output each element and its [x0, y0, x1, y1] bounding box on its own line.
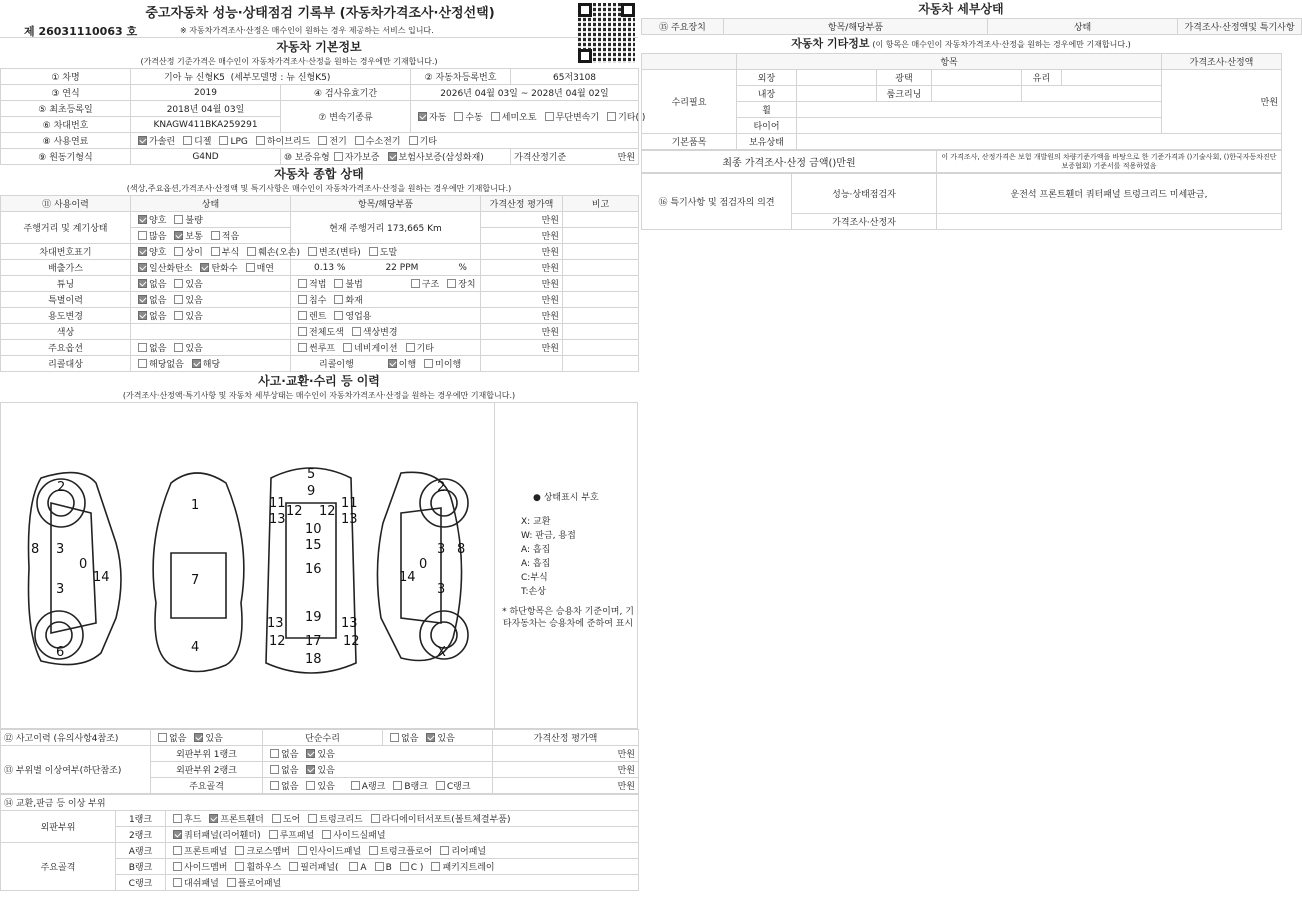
- checkbox[interactable]: [426, 733, 435, 742]
- checkbox[interactable]: [371, 814, 380, 823]
- checkbox[interactable]: [298, 311, 307, 320]
- checkbox[interactable]: [183, 136, 192, 145]
- checkbox[interactable]: [138, 359, 147, 368]
- checkbox[interactable]: [400, 862, 409, 871]
- basic-info-note: (가격산정 기준가격은 매수인이 자동차가격조사·산정을 원하는 경우에만 기재합니다.): [140, 57, 438, 66]
- svg-text:2: 2: [437, 480, 446, 495]
- checkbox[interactable]: [270, 749, 279, 758]
- checkbox[interactable]: [388, 152, 397, 161]
- checkbox[interactable]: [138, 215, 147, 224]
- svg-text:14: 14: [93, 570, 110, 585]
- checkbox[interactable]: [209, 814, 218, 823]
- checkbox[interactable]: [308, 247, 317, 256]
- fuel-options: 가솔린 디젤 LPG 하이브리드 전기 수소전기 기타: [131, 133, 639, 149]
- checkbox[interactable]: [173, 862, 182, 871]
- svg-text:15: 15: [305, 538, 322, 553]
- svg-text:12: 12: [269, 634, 286, 649]
- checkbox[interactable]: [235, 846, 244, 855]
- etc-table: 항목 가격조사·산정액 수리필요 외장 광택 유리 만원 내장 룸크리닝 휠 타이어 기본품목 보유상태: [641, 53, 1282, 150]
- svg-text:0: 0: [79, 557, 88, 572]
- checkbox[interactable]: [256, 136, 265, 145]
- checkbox[interactable]: [174, 311, 183, 320]
- checkbox[interactable]: [219, 136, 228, 145]
- checkbox[interactable]: [192, 359, 201, 368]
- checkbox[interactable]: [270, 781, 279, 790]
- checkbox[interactable]: [138, 263, 147, 272]
- svg-text:6: 6: [56, 645, 65, 660]
- checkbox[interactable]: [390, 733, 399, 742]
- service-notice: ※ 자동차가격조사·산정은 매수인이 원하는 경우 제공하는 서비스 입니다.: [180, 26, 434, 35]
- final-table: 최종 가격조사·산정 금액()만원 이 가격조사, 산정가격은 보험 개발원의 차량기준가액을 바탕으로 한 기준가격과 ()기술사회, ()한국자동차진단보증협회) 기준서를 적용하였음: [641, 150, 1282, 173]
- checkbox[interactable]: [308, 814, 317, 823]
- detail-title: 자동차 세부상태: [918, 2, 1004, 16]
- checkbox[interactable]: [306, 781, 315, 790]
- checkbox[interactable]: [409, 136, 418, 145]
- svg-text:19: 19: [305, 610, 322, 625]
- checkbox[interactable]: [174, 247, 183, 256]
- svg-text:12: 12: [286, 504, 303, 519]
- page-title: 중고자동차 성능·상태점검 기록부 (자동차가격조사·산정선택): [145, 6, 495, 21]
- checkbox[interactable]: [211, 247, 220, 256]
- checkbox[interactable]: [138, 295, 147, 304]
- checkbox[interactable]: [246, 263, 255, 272]
- checkbox[interactable]: [418, 112, 427, 121]
- checkbox[interactable]: [491, 112, 500, 121]
- checkbox[interactable]: [440, 846, 449, 855]
- checkbox[interactable]: [138, 136, 147, 145]
- accident-history-table: ⑫ 사고이력 (유의사항4참조) 없음 있음 단순수리 없음 있음 가격산정 평가액 ⑬ 부위별 이상여부(하단참조) 외판부위 1랭크 없음 있음 만원 외판부위 2랭크 없음 있음 만원 주요골격 없음 있음 A랭크 B랭크 C랭크 만원: [0, 729, 639, 794]
- svg-text:13: 13: [269, 512, 286, 527]
- svg-text:X: X: [437, 645, 446, 660]
- svg-text:14: 14: [399, 570, 416, 585]
- legend-note: * 하단항목은 승용차 기준이며, 기타자동차는 승용차에 준하여 표시: [502, 607, 634, 629]
- svg-text:3: 3: [437, 582, 446, 597]
- svg-text:13: 13: [341, 512, 358, 527]
- document-number: 제 26031110063 호: [24, 25, 138, 38]
- checkbox[interactable]: [334, 279, 343, 288]
- svg-text:3: 3: [437, 542, 446, 557]
- checkbox[interactable]: [270, 765, 279, 774]
- svg-text:12: 12: [319, 504, 336, 519]
- checkbox[interactable]: [174, 215, 183, 224]
- checkbox[interactable]: [436, 781, 445, 790]
- checkbox[interactable]: [343, 343, 352, 352]
- svg-text:13: 13: [341, 616, 358, 631]
- checkbox[interactable]: [138, 247, 147, 256]
- detail-table: ⑮ 주요장치 항목/해당부품 상태 가격조사·산정액및 특기사항: [641, 18, 1302, 35]
- checkbox[interactable]: [447, 279, 456, 288]
- checkbox[interactable]: [235, 862, 244, 871]
- checkbox[interactable]: [393, 781, 402, 790]
- checkbox[interactable]: [298, 846, 307, 855]
- checkbox[interactable]: [173, 814, 182, 823]
- checkbox[interactable]: [298, 279, 307, 288]
- checkbox[interactable]: [200, 263, 209, 272]
- svg-text:10: 10: [305, 522, 322, 537]
- opinion-table: ⑯ 특기사항 및 점검자의 의견 성능·상태점검자 운전석 프론트휀더 쿼터패널 트렁크리드 미세판금, 가격조사·산정자: [641, 173, 1282, 230]
- summary-note: (색상,주요옵션,가격조사·산정액 및 특기사항은 매수인이 자동차가격조사·산정을 원하는 경우에만 기재합니다.): [126, 184, 512, 193]
- checkbox[interactable]: [322, 830, 331, 839]
- checkbox[interactable]: [298, 295, 307, 304]
- checkbox[interactable]: [355, 136, 364, 145]
- checkbox[interactable]: [174, 295, 183, 304]
- svg-text:3: 3: [56, 582, 65, 597]
- accident-title: 사고·교환·수리 등 이력: [258, 374, 380, 388]
- checkbox[interactable]: [369, 247, 378, 256]
- checkbox[interactable]: [298, 327, 307, 336]
- checkbox[interactable]: [138, 231, 147, 240]
- checkbox[interactable]: [138, 311, 147, 320]
- svg-text:16: 16: [305, 562, 322, 577]
- checkbox[interactable]: [138, 343, 147, 352]
- checkbox[interactable]: [545, 112, 554, 121]
- checkbox[interactable]: [454, 112, 463, 121]
- checkbox[interactable]: [431, 862, 440, 871]
- checkbox[interactable]: [174, 279, 183, 288]
- summary-title: 자동차 종합 상태: [274, 167, 364, 181]
- svg-text:17: 17: [305, 634, 322, 649]
- checkbox[interactable]: [173, 878, 182, 887]
- svg-text:1: 1: [191, 498, 200, 513]
- checkbox[interactable]: [298, 343, 307, 352]
- transmission-options: 자동 수동 세미오토 무단변속기 기타( ): [411, 101, 639, 133]
- qr-code-icon: [578, 3, 635, 63]
- checkbox[interactable]: [272, 814, 281, 823]
- checkbox[interactable]: [138, 279, 147, 288]
- accident-note: (가격조사·산정액·특기사항 및 자동차 세부상태는 매수인이 자동차가격조사·산정을 원하는 경우에만 기재합니다.): [122, 391, 516, 400]
- svg-text:11: 11: [341, 496, 358, 511]
- svg-text:2: 2: [57, 480, 66, 495]
- svg-text:12: 12: [343, 634, 360, 649]
- checkbox[interactable]: [351, 781, 360, 790]
- svg-text:0: 0: [419, 557, 428, 572]
- legend: ● 상태표시 부호 X: 교환 W: 판금, 용접 A: 흡집 A: 흡집 C:부식 T:손상: [521, 493, 599, 597]
- checkbox[interactable]: [227, 878, 236, 887]
- basic-info-title: 자동차 기본정보: [276, 40, 362, 54]
- checkbox[interactable]: [194, 733, 203, 742]
- svg-text:8: 8: [31, 542, 40, 557]
- checkbox[interactable]: [369, 846, 378, 855]
- etc-title-row: 자동차 기타정보 (이 항목은 매수인이 자동차가격조사·산정을 원하는 경우에만 기재합니다.): [791, 37, 1131, 50]
- checkbox[interactable]: [349, 862, 358, 871]
- svg-text:8: 8: [457, 542, 466, 557]
- svg-text:9: 9: [307, 484, 316, 499]
- checkbox[interactable]: [388, 359, 397, 368]
- checkbox[interactable]: [158, 733, 167, 742]
- checkbox[interactable]: [411, 279, 420, 288]
- checkbox[interactable]: [173, 830, 182, 839]
- checkbox[interactable]: [174, 343, 183, 352]
- svg-text:5: 5: [307, 467, 316, 482]
- checkbox[interactable]: [247, 247, 256, 256]
- checkbox[interactable]: [173, 846, 182, 855]
- checkbox[interactable]: [289, 862, 298, 871]
- checkbox[interactable]: [375, 862, 384, 871]
- checkbox[interactable]: [607, 112, 616, 121]
- svg-text:13: 13: [267, 616, 284, 631]
- checkbox[interactable]: [306, 765, 315, 774]
- exchange-table: ⑭ 교환,판금 등 이상 부위 외판부위 1랭크 후드 프론트휀더 도어 트렁크리드 라디에이터서포트(볼트체결부품) 2랭크 쿼터패널(리어휀더) 루프패널 사이드실패널 주요골격 A랭크 프론트패널 크로스멤버 인사이드패널 트렁크플로어 리어패널 B랭크 사이드멤버 휠하우스 필러패널( A B C ) 패키지트레이 C랭크 대쉬패널 플로어패널: [0, 794, 639, 891]
- car-diagram-area: [0, 402, 638, 729]
- checkbox[interactable]: [269, 830, 278, 839]
- basic-info-table: ① 차명 기아 뉴 신형K5 (세부모델명 : 뉴 신형K5) ② 자동차등록번호 65저3108 ③ 연식 2019 ④ 검사유효기간 2026년 04월 03일 ~ 2028년 04월 02일 ⑤ 최초등록일 2018년 04월 03일 ⑦ 변속기종류 자동 수동 세미오토 무단변속기 기타( ) ⑥ 차대번호 KNAGW411BKA259291 ⑧ 사용연료 가솔린 디젤 LPG 하이브리드 전기 수소전기 기타 ⑨ 원동기형식 G4ND ⑩ 보증유형 자가보증 보험사보증(삼성화재) 가격산정기준 만원: [0, 68, 639, 165]
- checkbox[interactable]: [352, 327, 361, 336]
- summary-table: ⑪ 사용이력 상태 항목/해당부품 가격산정 평가액 비고 주행거리 및 계기상태 양호 불량 현재 주행거리 173,665 Km 만원 많음 보통 적음 만원 차대번호표기 양호 상이 부식 훼손(오손) 변조(변타) 도말 만원 배출가스 일산화탄소 탄화수 매연 0.13 % 22 PPM % 만원 튜닝 없음 있음 적법 불법 구조 장치 만원 특별이력 없음 있음 침수 화재 만원 용도변경 없음 있음 렌트 영업용 만원 색상 전체도색 색상변경 만원 주요옵션 없음 있음 썬루프 네비게이션 기타 만원 리콜대상 해당없음 해당 리콜이행 이행 미이행: [0, 195, 639, 372]
- checkbox[interactable]: [424, 359, 433, 368]
- checkbox[interactable]: [406, 343, 415, 352]
- svg-text:7: 7: [191, 573, 200, 588]
- checkbox[interactable]: [211, 231, 220, 240]
- checkbox[interactable]: [334, 295, 343, 304]
- svg-text:3: 3: [56, 542, 65, 557]
- svg-text:11: 11: [269, 496, 286, 511]
- checkbox[interactable]: [306, 749, 315, 758]
- checkbox[interactable]: [334, 152, 343, 161]
- checkbox[interactable]: [334, 311, 343, 320]
- svg-text:18: 18: [305, 652, 322, 667]
- checkbox[interactable]: [318, 136, 327, 145]
- svg-text:4: 4: [191, 640, 200, 655]
- checkbox[interactable]: [174, 231, 183, 240]
- car-diagram: [1, 403, 493, 730]
